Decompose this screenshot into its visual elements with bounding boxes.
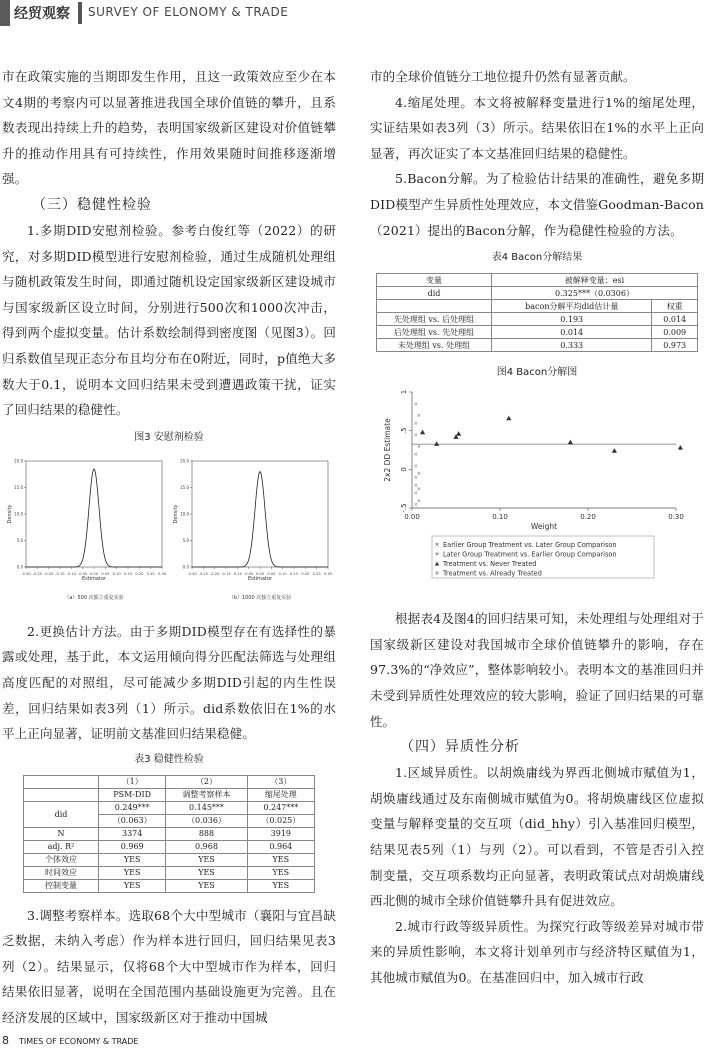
journal-title: 经贸观察 (14, 6, 70, 22)
x-tick-label: 0.00 (89, 571, 99, 576)
x-tick-label: -0.25 (198, 571, 208, 576)
x-tick-label: -0.15 (221, 571, 231, 576)
x-tick-label: 0.00 (404, 513, 420, 522)
x-tick-label: 0.15 (123, 571, 133, 576)
figure-3 (2, 453, 336, 611)
table-cell: 被解释变量：esi (492, 274, 698, 287)
point-later-vs-earlier: × (416, 498, 421, 505)
y-axis-label: 2x2 DD Estimate (383, 418, 392, 482)
paragraph: 根据表4及图4的回归结果可知，未处理组与处理组对于国家级新区建设对我国城市全球价值链攀升的影响，存在97.3%的“净效应”，整体影响较小。表明本文的基准回归并未受到异质性处理效应的较大影响，验证了回归结果的可靠性。 (370, 611, 704, 729)
table-3 (23, 775, 315, 893)
x-tick-label: 0.00 (255, 571, 265, 576)
table-cell: 0.249*** (99, 801, 166, 814)
point-earlier-vs-later: × (413, 452, 418, 459)
panel-label: （a）500 次独立重复实验 (64, 594, 124, 601)
figure-4 (370, 388, 704, 596)
y-axis-label: Density (173, 504, 179, 524)
table-cell: （3） (247, 775, 314, 788)
legend-entry: Earlier Group Treatment vs. Later Group Comparison (443, 541, 617, 550)
table-cell: YES (166, 879, 247, 892)
point-earlier-vs-later: × (413, 475, 418, 482)
table-cell: 时间效应 (24, 866, 99, 879)
table-cell: 0.009 (652, 326, 698, 339)
point-earlier-vs-later: × (413, 421, 418, 428)
point-earlier-vs-later: × (413, 463, 418, 470)
x-tick-label: -0.10 (66, 571, 76, 576)
table-cell: 0.964 (247, 840, 314, 853)
legend-marker: × (434, 542, 440, 549)
left-column (2, 64, 336, 1031)
y-tick-label: 1 (400, 389, 408, 395)
point-treatment-vs-never (678, 445, 683, 450)
table-cell: 0.014 (652, 313, 698, 326)
table-cell: adj. R² (24, 840, 99, 853)
point-treatment-vs-never (568, 440, 573, 445)
point-treatment-vs-never (506, 416, 511, 421)
point-treatment-vs-never (612, 448, 617, 453)
panel-label: （b）1000 次独立重复实验 (228, 594, 292, 601)
x-tick-label: 0.25 (146, 571, 155, 576)
table-cell: （0.063） (99, 814, 166, 827)
journal-subtitle: SURVEY OF ELONOMY & TRADE (88, 5, 289, 19)
table-row (377, 313, 698, 326)
table-cell: 0.247*** (247, 801, 314, 814)
x-tick-label: 0.30 (323, 571, 333, 576)
point-treatment-vs-never (434, 441, 439, 446)
page-footer (2, 1034, 138, 1047)
x-tick-label: -0.20 (210, 571, 220, 576)
table-cell: 先处理组 vs. 后处理组 (377, 313, 492, 326)
y-tick-label: 20.0 (14, 458, 23, 464)
table-cell: 权重 (652, 300, 698, 313)
table-row (24, 801, 315, 814)
table-caption: 表4 Bacon分解结果 (491, 252, 583, 264)
x-tick-label: 0.10 (492, 513, 508, 522)
page-header (0, 0, 708, 26)
table-cell: 0.014 (492, 326, 652, 339)
y-tick-label: 0.0 (16, 564, 23, 570)
x-tick-label: -0.30 (187, 571, 197, 576)
paragraph: 4.缩尾处理。本文将被解释变量进行1%的缩尾处理，实证结果如表3列（3）所示。结果依旧在1%的水平上正向显著，再次证实了本文基准回归结果的稳健性。 (370, 94, 704, 161)
table-row (24, 879, 315, 892)
legend-entry: Later Group Treatment vs. Earlier Group Comparison (443, 550, 617, 559)
figure-caption: 图4 Bacon分解图 (496, 367, 578, 379)
y-axis-label: Density (7, 504, 13, 524)
legend-entry: Treatment vs. Never Treated (443, 560, 537, 569)
density-chart-a (4, 453, 169, 605)
density-curve (192, 471, 328, 566)
x-tick-label: -0.25 (32, 571, 42, 576)
point-earlier-vs-later: × (413, 502, 418, 509)
y-tick-label: 5.0 (16, 537, 23, 543)
table-cell: 0.333 (492, 339, 652, 352)
point-earlier-vs-later: × (413, 482, 418, 489)
table-row (24, 775, 315, 788)
section-heading: （三）稳健性检验 (32, 196, 152, 213)
table-cell: YES (99, 866, 166, 879)
table-cell: （0.025） (247, 814, 314, 827)
table-cell (377, 300, 492, 313)
table-cell: 变量 (377, 274, 492, 287)
paragraph: 市的全球价值链分工地位提升仍然有显著贡献。 (370, 69, 636, 84)
table-cell: 调整考察样本 (166, 788, 247, 801)
y-tick-label: 10.0 (14, 511, 23, 517)
legend-marker: o (435, 570, 439, 577)
table-cell: YES (247, 879, 314, 892)
right-column (370, 64, 704, 990)
point-earlier-vs-later: × (413, 401, 418, 408)
table-row (377, 326, 698, 339)
y-tick-label: -.5 (400, 503, 408, 513)
paragraph: 2.城市行政等级异质性。为探究行政等级差异对城市带来的异质性影响，本文将计划单列市与经济特区赋值为1，其他城市赋值为0。在基准回归中，加入城市行政 (370, 918, 704, 985)
paragraph: 5.Bacon分解。为了检验估计结果的准确性，避免多期DID模型产生异质性处理效应，本文借鉴Goodman-Bacon（2021）提出的Bacon分解，作为稳健性检验的方法。 (370, 171, 704, 238)
y-tick-label: 0.0 (182, 564, 189, 570)
x-tick-label: -0.10 (232, 571, 242, 576)
table-cell: YES (247, 853, 314, 866)
table-cell: YES (99, 879, 166, 892)
table-row (24, 827, 315, 840)
point-treatment-vs-never (456, 431, 461, 436)
table-cell: 后处理组 vs. 先处理组 (377, 326, 492, 339)
table-row (377, 287, 698, 300)
table-cell: YES (166, 853, 247, 866)
x-tick-label: -0.15 (55, 571, 65, 576)
paragraph: 3.调整考察样本。选取68个大中型城市（襄阳与宜昌缺乏数据，未纳入考虑）作为样本进行回归，回归结果见表3列（2）。结果显示，仅将68个大中型城市作为样本，回归结果依旧显著，说明在全国范围内基础设施更为完善。且在经济发展的区域中，国家级新区对于推动中国城 (2, 907, 336, 1026)
x-axis-label: Weight (530, 522, 558, 532)
header-mark (0, 0, 10, 26)
table-cell: bacon分解平均did估计量 (492, 300, 652, 313)
point-later-vs-earlier: × (416, 486, 421, 493)
table-cell: 0.325***（0.0306） (492, 287, 698, 300)
table-cell (24, 788, 99, 801)
y-tick-label: 20.0 (180, 458, 189, 464)
x-tick-label: -0.05 (78, 571, 88, 576)
table-cell: PSM-DID (99, 788, 166, 801)
point-later-vs-earlier: × (416, 444, 421, 451)
table-cell: （2） (166, 775, 247, 788)
x-tick-label: 0.10 (278, 571, 287, 576)
bacon-scatter-chart (380, 388, 684, 596)
paragraph: 1.区域异质性。以胡焕庸线为界西北侧城市赋值为1，胡焕庸线通过及东南侧城市赋值为0。将胡焕庸线区位虚拟变量与解释变量的交互项（did_hhy）引入基准回归模型，结果见表5列（1）与列（2）。可以看到，不管是否引入控制变量，交互项系数均正向显著，表明政策试点对胡焕庸线西北侧的城市全球价值链攀升具有促进效应。 (370, 765, 704, 909)
table-row (24, 840, 315, 853)
table-row (24, 866, 315, 879)
table-cell: 3374 (99, 827, 166, 840)
footer-journal: TIMES OF ECONOMY & TRADE (19, 1037, 139, 1046)
legend-marker: ▲ (434, 561, 440, 568)
table-cell: YES (166, 866, 247, 879)
y-tick-label: 15.0 (180, 484, 189, 490)
table-cell: 未处理组 vs. 处理组 (377, 339, 492, 352)
x-axis-label: Estimator (247, 575, 273, 582)
x-tick-label: -0.05 (244, 571, 254, 576)
table-cell: 0.145*** (166, 801, 247, 814)
paragraph: 2.更换估计方法。由于多期DID模型存在有选择性的暴露或处理，基于此，本文运用倾向得分匹配法筛选与处理组高度匹配的对照组，尽可能减少多期DID引起的内生性误差，回归结果如表3列（1）所示。did系数依旧在1%的水平上正向显著，证明前文基准回归结果稳健。 (2, 623, 336, 742)
table-caption: 表3 稳健性检验 (134, 753, 204, 765)
x-axis-label: Estimator (81, 575, 107, 582)
table-cell: did (377, 287, 492, 300)
figure-caption: 图3 安慰剂检验 (134, 431, 204, 443)
table-cell: YES (247, 866, 314, 879)
y-tick-label: .5 (400, 427, 408, 435)
table-cell: 缩尾处理 (247, 788, 314, 801)
point-earlier-vs-later: × (413, 490, 418, 497)
x-tick-label: 0.05 (267, 571, 276, 576)
table-cell: 0.973 (652, 339, 698, 352)
table-cell: 3919 (247, 827, 314, 840)
point-treatment-vs-never (420, 430, 425, 435)
header-divider (78, 2, 82, 24)
table-4 (376, 273, 698, 352)
x-tick-label: 0.20 (580, 513, 596, 522)
x-tick-label: 0.20 (135, 571, 144, 576)
x-tick-label: 0.30 (157, 571, 167, 576)
table-cell: YES (99, 853, 166, 866)
density-chart-b (170, 453, 335, 605)
table-cell (24, 775, 99, 788)
table-cell: did (24, 801, 99, 827)
x-tick-label: 0.15 (289, 571, 299, 576)
x-tick-label: 0.25 (312, 571, 321, 576)
table-cell: 888 (166, 827, 247, 840)
table-row (24, 788, 315, 801)
table-row (24, 853, 315, 866)
table-cell: （1） (99, 775, 166, 788)
y-tick-label: 5.0 (182, 537, 189, 543)
table-row (377, 274, 698, 287)
y-tick-label: 0 (400, 467, 408, 472)
x-tick-label: -0.30 (21, 571, 31, 576)
table-row (377, 300, 698, 313)
x-tick-label: 0.30 (668, 513, 684, 522)
table-cell: N (24, 827, 99, 840)
section-heading: （四）异质性分析 (400, 739, 520, 756)
y-tick-label: 15.0 (14, 484, 23, 490)
plot-frame (26, 461, 162, 567)
table-cell: 0.193 (492, 313, 652, 326)
legend-marker: × (434, 551, 440, 558)
table-cell: （0.036） (166, 814, 247, 827)
legend-entry: Treatment vs. Already Treated (443, 569, 542, 578)
point-later-vs-earlier: × (416, 471, 421, 478)
x-tick-label: 0.05 (101, 571, 110, 576)
x-tick-label: 0.10 (112, 571, 121, 576)
table-cell: 个体效应 (24, 853, 99, 866)
page-number: 8 (2, 1034, 9, 1047)
point-earlier-vs-later: × (413, 432, 418, 439)
x-tick-label: 0.20 (301, 571, 310, 576)
density-curve (26, 469, 162, 567)
point-later-vs-earlier: × (416, 413, 421, 420)
plot-frame (192, 461, 328, 567)
table-cell: 0.969 (99, 840, 166, 853)
x-tick-label: -0.20 (44, 571, 54, 576)
paragraph: 市在政策实施的当期即发生作用，且这一政策效应至少在本文4期的考察内可以显著推进我国全球价值链的攀升，且系数表现出持续上升的趋势，表明国家级新区建设对价值链攀升的推动作用具有可持续性，作用效果随时间推移逐渐增强。 (2, 69, 336, 187)
y-tick-label: 10.0 (180, 511, 189, 517)
paragraph: 1.多期DID安慰剂检验。参考白俊红等（2022）的研究，对多期DID模型进行安慰剂检验，通过生成随机处理组与随机政策发生时间，即通过随机设定国家级新区建设城市与国家级新区设立时间，分别进行500次和1000次冲击，得到两个虚拟变量。估计系数绘制得到密度图（见图3）。回归系数值呈现正态分布且均分布在0附近，同时，p值绝大多数大于0.1，说明本文回归结果未受到遭遇政策干扰，证实了回归结果的稳健性。 (2, 222, 336, 418)
table-cell: 0.968 (166, 840, 247, 853)
table-row (377, 339, 698, 352)
table-cell: 控制变量 (24, 879, 99, 892)
